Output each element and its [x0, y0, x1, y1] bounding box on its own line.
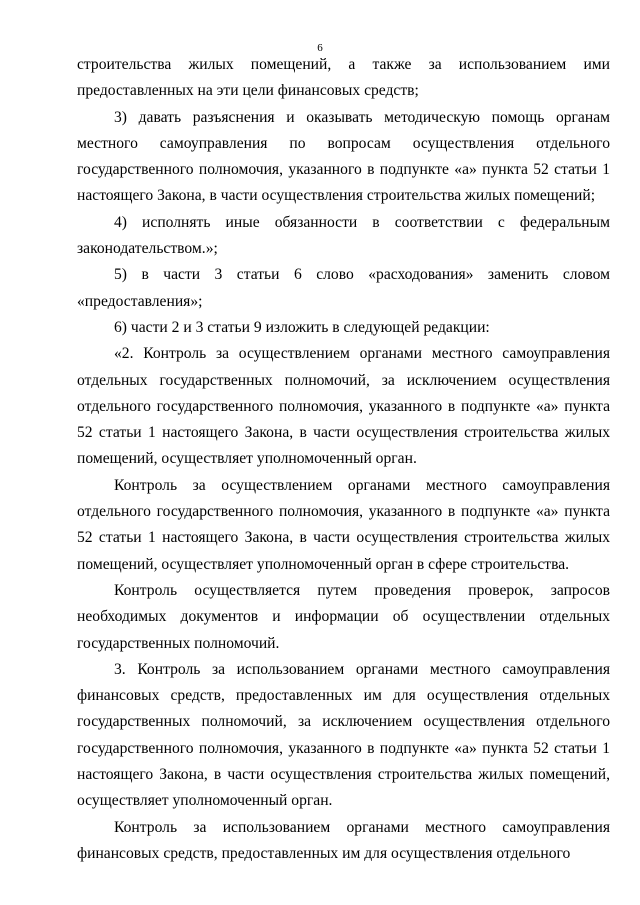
paragraph: 4) исполнять иные обязанности в соответствии с федеральным законодательством.»; [77, 213, 610, 258]
paragraph: 3. Контроль за использованием органами местного самоуправления финансовых средств, предоставленных им для осуществления отдельных государственных полномочий, за исключением осуществления отдельного государственного полномочия, указанного в подпункте «а» пункта 52 статьи 1 настоящего Закона, в части осуществления строительства жилых помещений, осуществляет уполномоченный орган. [77, 660, 610, 810]
paragraph: 6) части 2 и 3 статьи 9 изложить в следующей редакции: [114, 318, 490, 336]
paragraph: 5) в части 3 статьи 6 слово «расходования» заменить словом «предоставления»; [77, 266, 610, 310]
page-number: 6 [317, 42, 323, 54]
paragraph: строительства жилых помещений, а также за использованием ими предоставленных на эти цели финансовых средств; [77, 56, 610, 100]
document-body [77, 52, 610, 867]
paragraph: Контроль за осуществлением органами местного самоуправления отдельного государственного полномочия, указанного в подпункте «а» пункта 52 статьи 1 настоящего Закона, в части осуществления строительства жилых помещений, осуществляет уполномоченный орган в сфере строительства. [77, 476, 610, 573]
paragraph: Контроль осуществляется путем проведения проверок, запросов необходимых документов и информации об осуществлении отдельных государственных полномочий. [77, 581, 610, 652]
paragraph: 3) давать разъяснения и оказывать методическую помощь органам местного самоуправления по вопросам осуществления отдельного государственного полномочия, указанного в подпункте «а» пункта 52 статьи 1 настоящего Закона, в части осуществления строительства жилых помещений; [77, 108, 610, 205]
paragraph: «2. Контроль за осуществлением органами местного самоуправления отдельных государственных полномочий, за исключением осуществления отдельного государственного полномочия, указанного в подпункте «а» пункта 52 статьи 1 настоящего Закона, в части осуществления строительства жилых помещений, осуществляет уполномоченный орган. [77, 345, 610, 468]
paragraph: Контроль за использованием органами местного самоуправления финансовых средств, предоставленных им для осуществления отдельного [77, 818, 610, 862]
